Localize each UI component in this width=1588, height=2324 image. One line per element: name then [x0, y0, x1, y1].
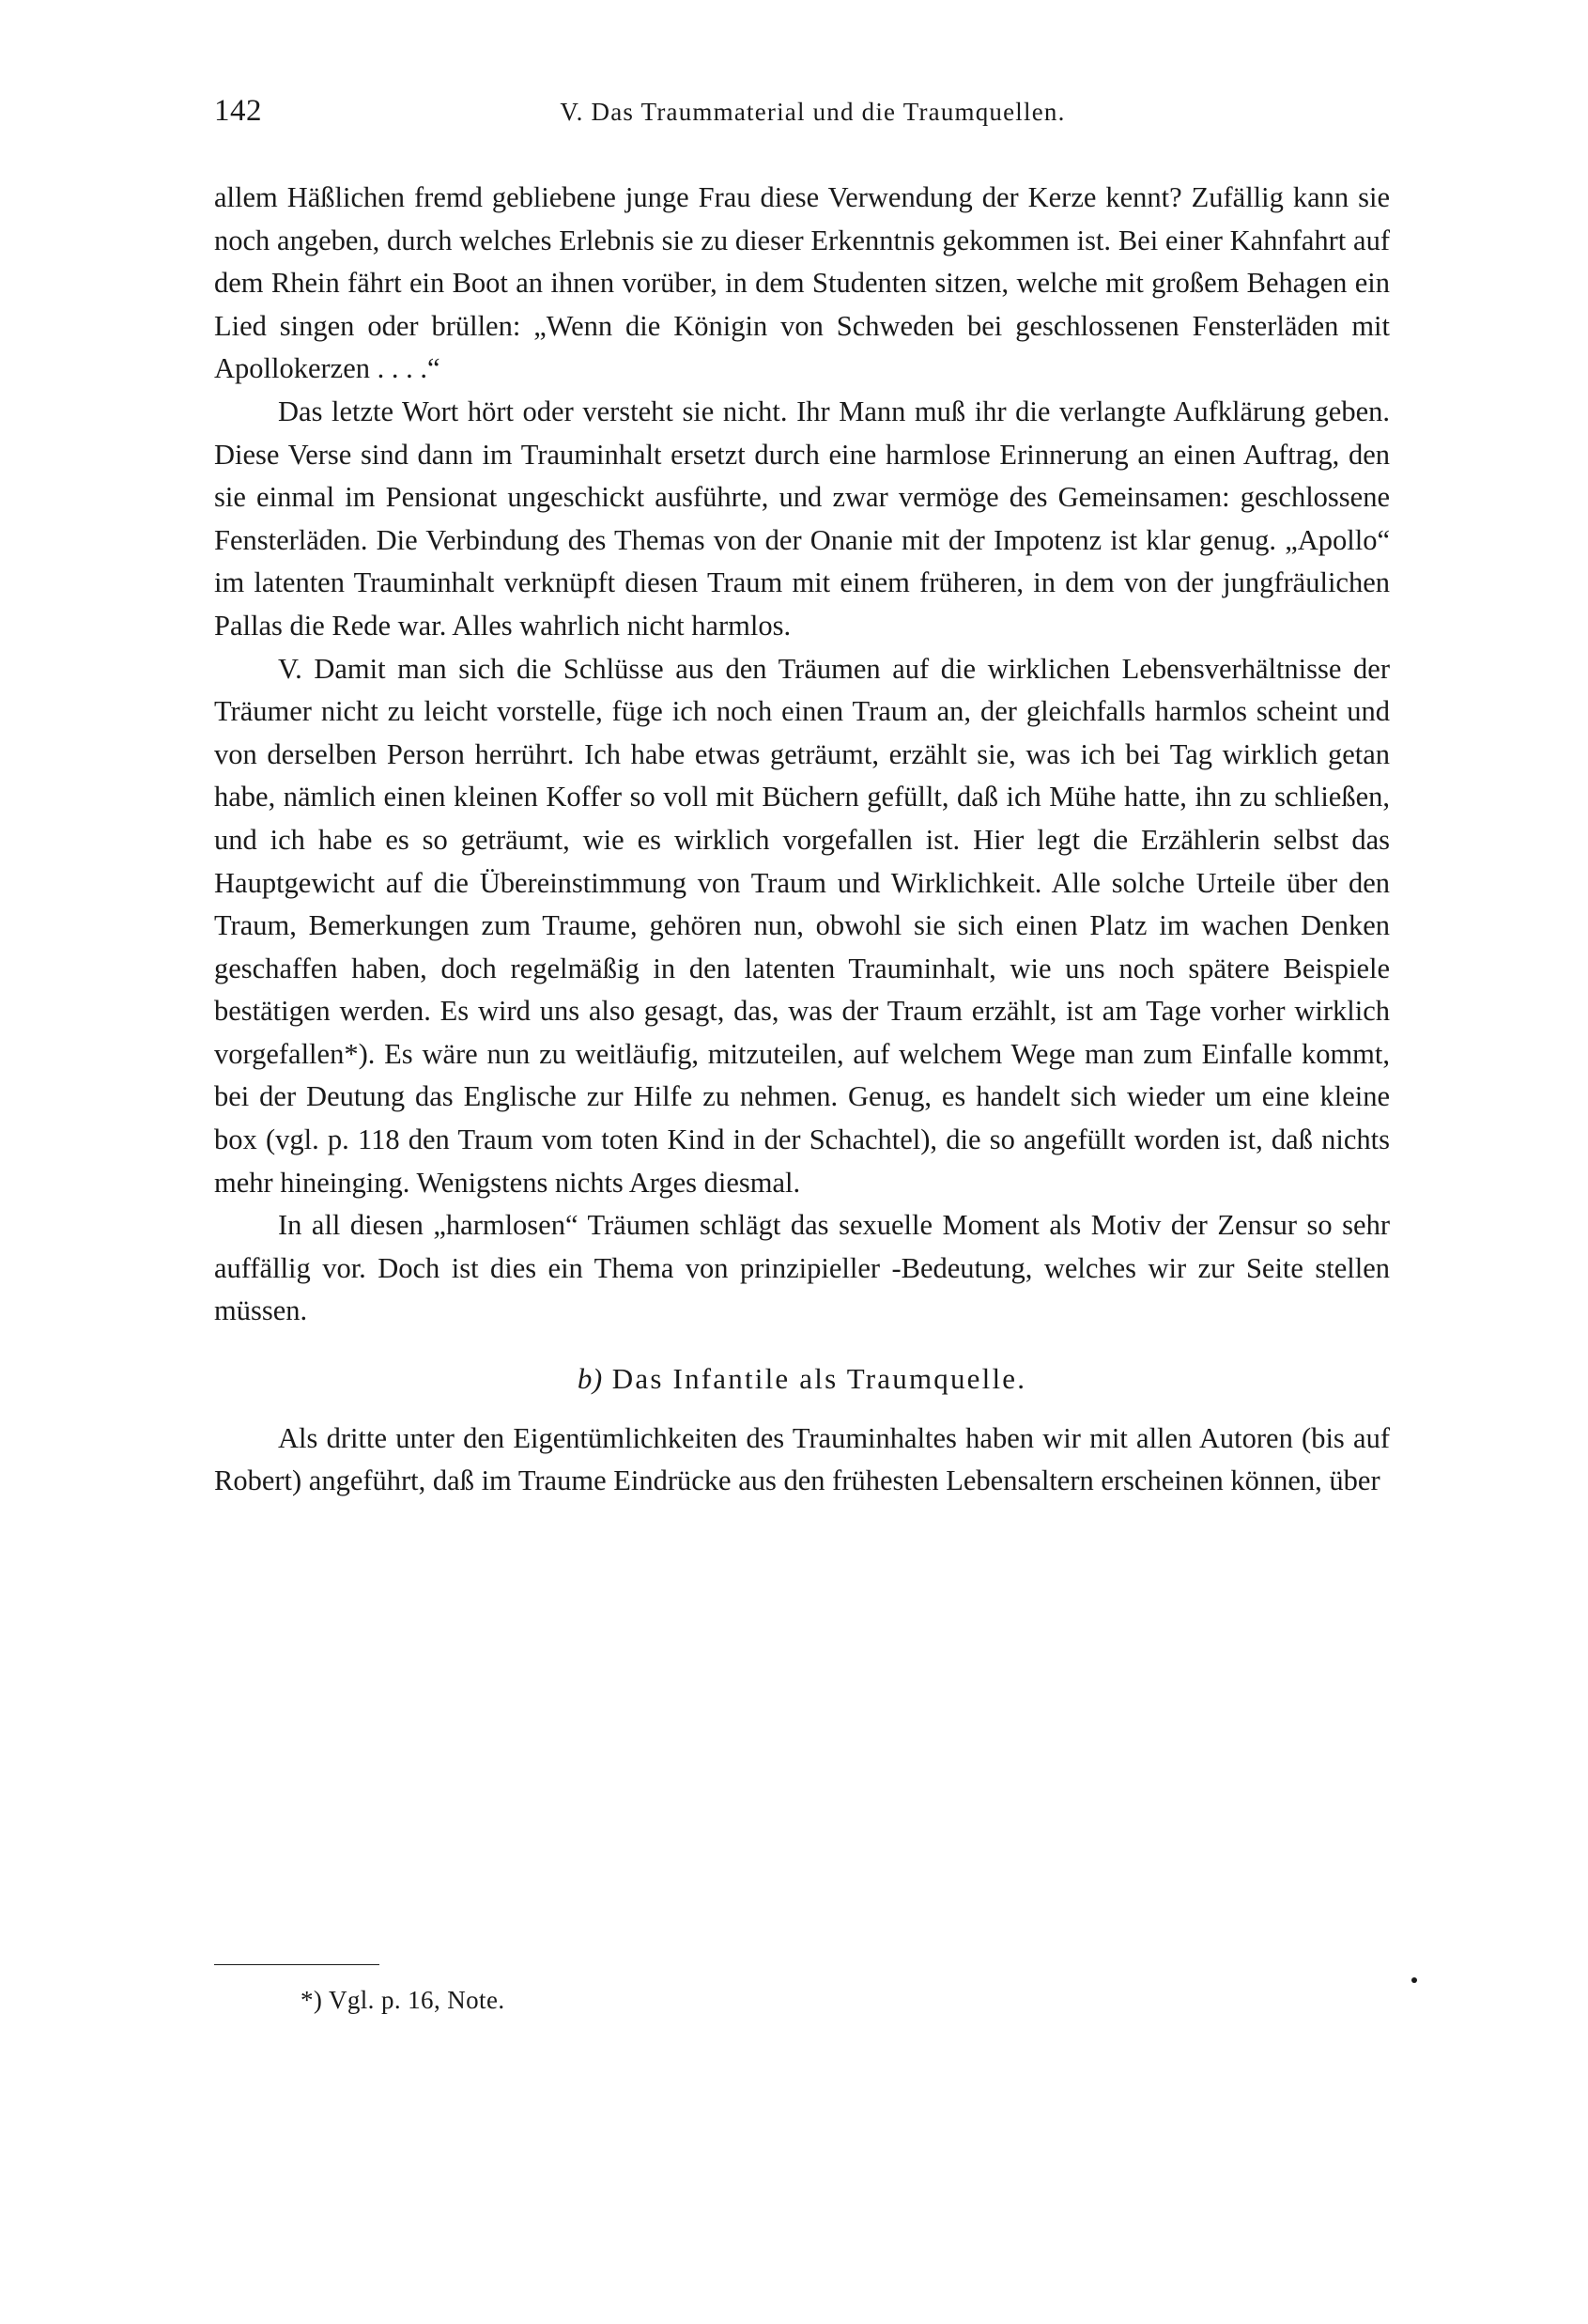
footnote-text: *) Vgl. p. 16, Note. [301, 1986, 505, 2014]
paragraph-5: Als dritte unter den Eigentümlichkeiten des Trauminhaltes haben wir mit allen Autoren (bis auf Robert) angeführt, daß im Traume Eindrücke aus den frühesten Lebensaltern erscheinen können, über [214, 1421, 1390, 1497]
section-subheading [214, 1357, 1390, 1401]
paragraph-3: V. Damit man sich die Schlüsse aus den Träumen auf die wirklichen Lebensverhältnisse der Träumer nicht zu leicht vorstelle, füge ich noch einen Traum an, der gleichfalls harmlos scheint und von derselben Person herrührt. Ich habe etwas geträumt, erzählt sie, was ich bei Tag wirklich getan habe, nämlich einen kleinen Koffer so voll mit Büchern gefüllt, daß ich Mühe hatte, ihn zu schließen, und ich habe es so geträumt, wie es wirklich vorgefallen ist. Hier legt die Erzählerin selbst das Hauptgewicht auf die Übereinstimmung von Traum und Wirklichkeit. Alle solche Urteile über den Traum, Bemerkungen zum Traume, gehören nun, obwohl sie sich einen Platz im wachen Denken geschaffen haben, doch regelmäßig in den latenten Trauminhalt, wie uns noch spätere Beispiele bestätigen werden. Es wird uns also gesagt, das, was der Traum erzählt, ist am Tage vorher wirklich vorgefallen*). Es wäre nun zu weitläufig, mitzuteilen, auf welchem Wege man zum Einfalle kommt, bei der Deutung das Englische zur Hilfe zu nehmen. Genug, es handelt sich wieder um eine kleine box (vgl. p. 118 den Traum vom toten Kind in der Schachtel), die so angefüllt worden ist, daß nichts mehr hineinging. Wenigstens nichts Arges diesmal. [214, 652, 1390, 1199]
subheading-text: Das Infantile als Traumquelle. [602, 1362, 1027, 1396]
page-number: 142 [214, 94, 262, 128]
paragraph-1: allem Häßlichen fremd gebliebene junge Frau diese Verwendung der Kerze kennt? Zufällig kann sie noch angeben, durch welches Erlebnis sie zu dieser Erkenntnis gekommen ist. Bei einer Kahnfahrt auf dem Rhein fährt ein Boot an ihnen vorüber, in dem Studenten sitzen, welche mit großem Behagen ein Lied singen oder brüllen: „Wenn die Königin von Schweden bei geschlossenen Fensterläden mit Apollokerzen . . . .“ [214, 181, 1390, 385]
paragraph-2: Das letzte Wort hört oder versteht sie nicht. Ihr Mann muß ihr die verlangte Aufklärung geben. Diese Verse sind dann im Trauminhalt ersetzt durch eine harmlose Erinnerung an einen Auftrag, den sie einmal im Pensionat ungeschickt ausführte, und zwar vermöge des Gemeinsamen: geschlossene Fensterläden. Die Verbindung des Themas von der Onanie mit der Impotenz ist klar genug. „Apollo“ im latenten Trauminhalt verknüpft diesen Traum mit einem früheren, in dem von der jungfräulichen Pallas die Rede war. Alles wahrlich nicht harmlos. [214, 395, 1390, 642]
running-head: V. Das Traummaterial und die Traumquellen. [560, 98, 1066, 126]
page-header [214, 94, 1374, 132]
body-text-column [214, 177, 1390, 1503]
paragraph-4: In all diesen „harmlosen“ Träumen schlägt das sexuelle Moment als Motiv der Zensur so sehr auffällig vor. Doch ist dies ein Thema von prinzipieller -Bedeutung, welches wir zur Seite stellen müssen. [214, 1209, 1390, 1327]
footnote-separator [214, 1964, 379, 1965]
margin-dot-mark [1411, 1977, 1417, 1983]
subheading-label: b) [577, 1362, 603, 1396]
